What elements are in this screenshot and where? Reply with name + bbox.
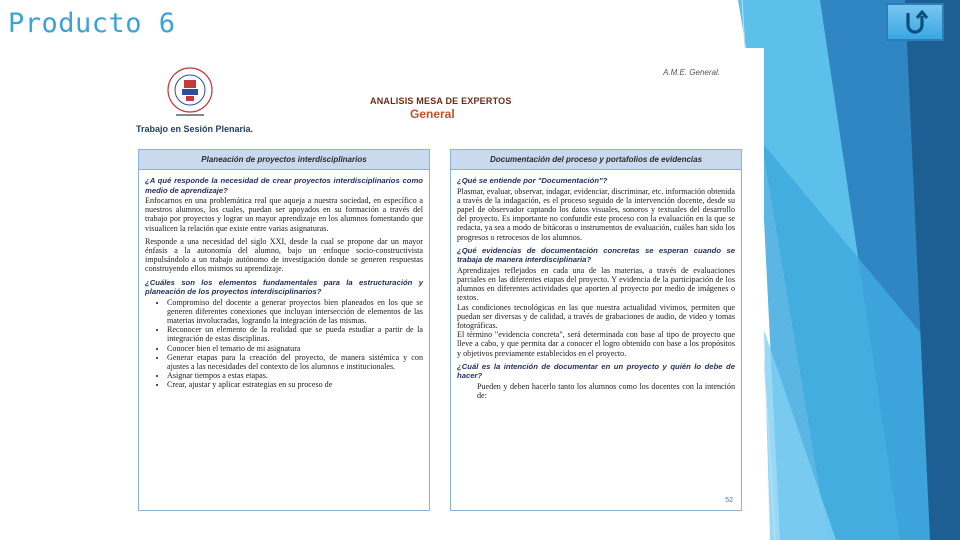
- session-label: Trabajo en Sesión Plenaria.: [136, 124, 254, 134]
- left-question-1: ¿A qué responde la necesidad de crear proyectos interdisciplinarios como medio de aprendizaje?: [145, 176, 423, 195]
- right-column: [450, 149, 742, 511]
- list-item: • Compromiso del docente a generar proyectos bien planeados en los que se generen diferentes conexiones que incluyan intersección de elementos de las materias involucradas, logrando la integración de las mismas.: [167, 298, 423, 326]
- slide-title: Producto 6: [8, 8, 176, 39]
- right-paragraph-2: Aprendizajes reflejados en cada una de las materias, a través de evaluaciones parciales en las diferentes etapas del proyecto. Y evidencia de la participación de los alumnos en diferentes actividades que aporten al proyecto por medio de imágenes o textos.: [457, 265, 735, 303]
- right-paragraph-3: Las condiciones tecnológicas en las que nuestra actualidad vivimos, permiten que puedan ser diversas y de calidad, a través de grabaciones de audio, de video y tomas fotográficas.: [457, 302, 735, 330]
- left-question-2: ¿Cuáles son los elementos fundamentales para la estructuración y planeación de los proyectos interdisciplinarios?: [145, 277, 423, 297]
- right-question-3: ¿Cuál es la intención de documentar en un proyecto y quién lo debe de hacer?: [457, 361, 735, 381]
- document-header-right: A.M.E. General.: [663, 68, 720, 77]
- document-heading: ANALISIS MESA DE EXPERTOS: [370, 96, 512, 106]
- left-column: [138, 149, 430, 511]
- right-paragraph-4: El término "evidencia concreta", será determinada con base al tipo de proyecto que lleve a cabo, y que permita dar a conocer el logro obtenido con base a los propósitos y objetivos previamente establecidos en el proyecto.: [457, 330, 735, 358]
- document-page: [130, 48, 764, 514]
- left-paragraph-2: Responde a una necesidad del siglo XXI, desde la cual se propone dar un mayor énfasis a la autonomía del alumno, bajo un enfoque socio-constructivista impulsándolo a un trabajo autónomo de investigación donde se generen respuestas construyendo ellos mismos su aprendizaje.: [145, 236, 423, 274]
- right-question-2: ¿Qué evidencias de documentación concretas se esperan cuando se trabaja de manera interdisciplinaria?: [457, 245, 735, 265]
- list-item: • Generar etapas para la creación del proyecto, de manera sistémica y con ajustes a las necesidades del contexto de los alumnos e institucionales.: [167, 353, 423, 371]
- left-paragraph-1: Enfocarnos en una problemática real que aqueja a nuestra sociedad, en específico a nuestros alumnos, los cuales, puedan ser apoyados en su formación a través del trabajo por proyectos y lograr un mayor aprendizaje en los alumnos fomentando que visualicen la relación que existe entre varias asignaturas.: [145, 196, 423, 233]
- list-item: • Reconocer un elemento de la realidad que se pueda estudiar a partir de la integración de estas disciplinas.: [167, 325, 423, 343]
- list-item: • Asignar tiempos a estas etapas.: [167, 371, 423, 380]
- right-paragraph-1: Plasmar, evaluar, observar, indagar, evidenciar, discriminar, etc. información obtenida a través de la indagación, es el proceso seguido de la intervención docente, desde su papel de observador captando los datos visuales, sonoros y textuales del desarrollo del proyecto. Es importante no confundir este proceso con la evaluación en la que se redacta, ya sea a modo de bitácoras o instrumentos de evaluación, cuáles han sido los progresos o retrocesos de los alumnos.: [457, 186, 735, 242]
- list-item: • Conocer bien el temario de mi asignatura: [167, 344, 423, 353]
- left-column-header: Planeación de proyectos interdisciplinarios: [139, 150, 429, 170]
- right-paragraph-5: Pueden y deben hacerlo tanto los alumnos como los docentes con la intención de:: [477, 381, 735, 400]
- list-item: • Crear, ajustar y aplicar estrategias en su proceso de: [167, 380, 423, 389]
- return-arrow-icon: [900, 7, 930, 37]
- return-button[interactable]: [886, 3, 944, 41]
- left-bullet-list: [145, 298, 423, 390]
- document-subheading: General: [410, 107, 455, 121]
- right-column-header: Documentación del proceso y portafolios de evidencias: [451, 150, 741, 170]
- page-number: 52: [725, 497, 733, 504]
- right-question-1: ¿Qué se entiende por "Documentación"?: [457, 176, 608, 185]
- institution-seal-logo: [160, 64, 220, 124]
